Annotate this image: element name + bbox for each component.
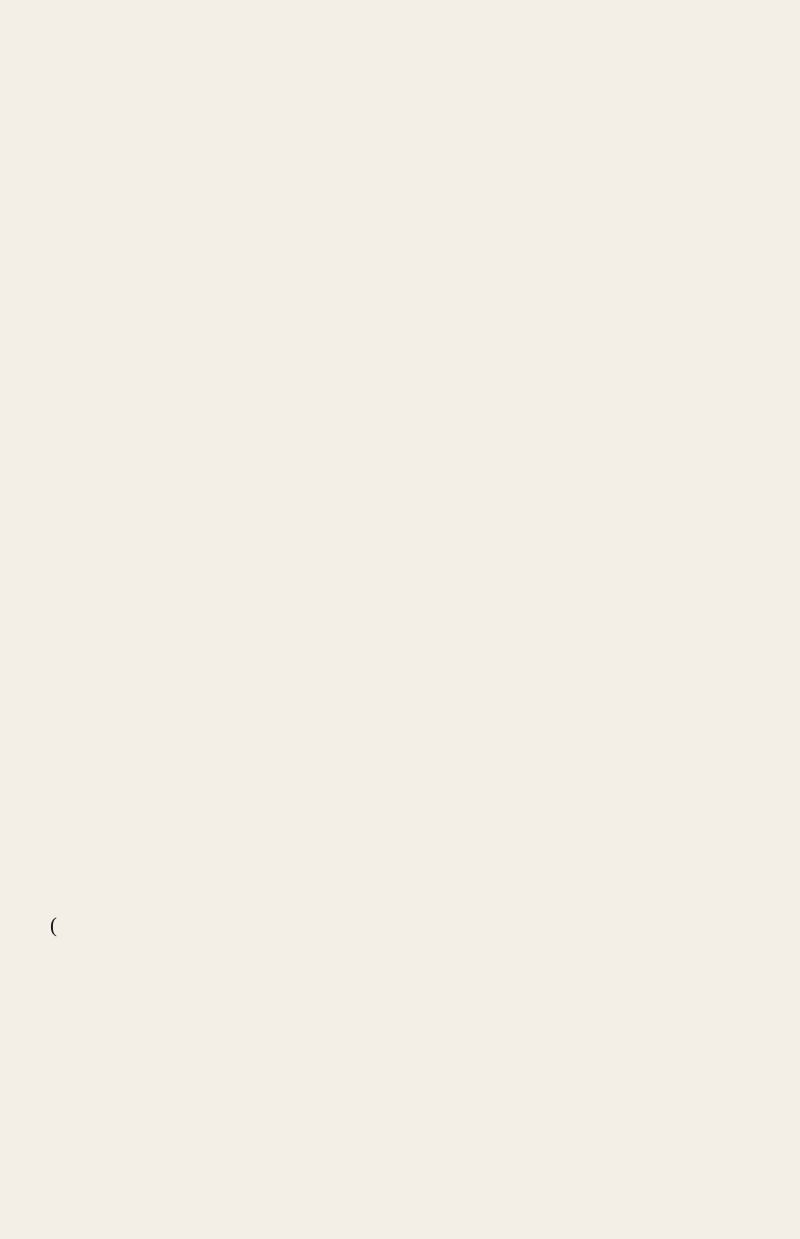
- page-header: [50, 30, 742, 64]
- entry-first-line: (: [50, 913, 57, 937]
- entry-menuret: [50, 912, 725, 939]
